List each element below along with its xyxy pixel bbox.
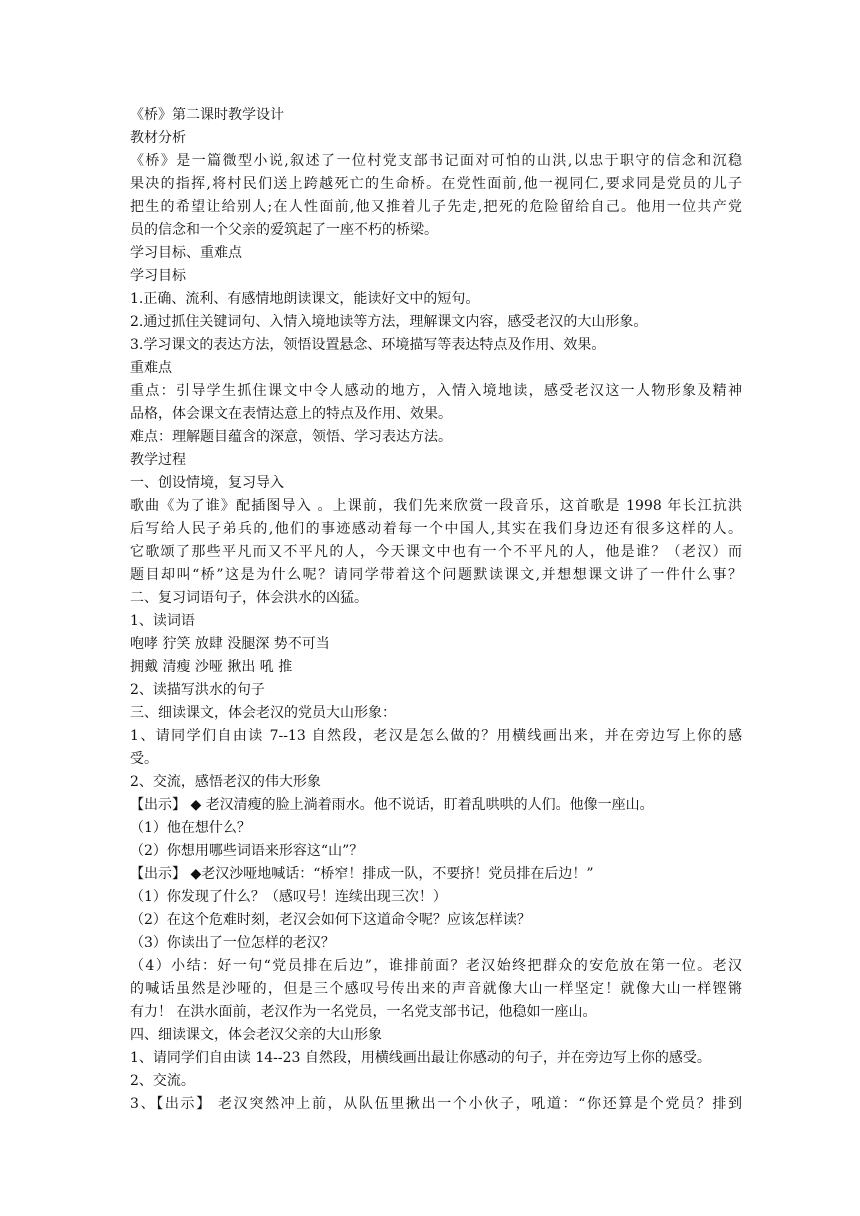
text-line: 员的信念和一个父亲的爱筑起了一座不朽的桥梁。 [130, 222, 438, 238]
text-line: 《桥》第二课时教学设计 [130, 107, 284, 123]
text-line: （3）你读出了一位怎样的老汉？ [130, 935, 335, 951]
text-line: 教学过程 [130, 452, 186, 468]
text-line: 品格，体会课文在表情达意上的特点及作用、效果。 [130, 406, 452, 422]
text-line: 四、细读课文，体会老汉父亲的大山形象 [130, 1027, 382, 1043]
text-line: （4）小结：好一句“党员排在后边”，谁排前面？老汉始终把群众的安危放在第一位。老汉 [130, 958, 742, 974]
text-line: 2、交流。 [130, 1073, 195, 1089]
text-line: 【出示】 ◆老汉沙哑地喊话：“桥窄！排成一队，不要挤！党员排在后边！” [130, 866, 594, 882]
text-line: 学习目标 [130, 268, 186, 284]
text-line: 教材分析 [130, 130, 186, 146]
text-line: 有力！ 在洪水面前，老汉作为一名党员，一名党支部书记，他稳如一座山。 [130, 1004, 597, 1020]
text-line: （2）在这个危难时刻，老汉会如何下这道命令呢？应该怎样读？ [130, 912, 531, 928]
text-line: （1）你发现了什么？（感叹号！连续出现三次！） [130, 889, 447, 905]
text-line: 的喊话虽然是沙哑的，但是三个感叹号传出来的声音就像大山一样坚定！就像大山一样铿锵 [130, 981, 742, 997]
text-line: 重难点 [130, 360, 172, 376]
text-line: 1、请同学们自由读 14--23 自然段，用横线画出最让你感动的句子，并在旁边写上你的感受。 [130, 1050, 711, 1066]
text-line: 3.学习课文的表达方法，领悟设置悬念、环境描写等表达特点及作用、效果。 [130, 337, 606, 353]
text-line: 题目却叫“桥”这是为什么呢？请同学带着这个问题默读课文,并想想课文讲了一件什么事？ [130, 567, 742, 583]
text-line: 【出示】 ◆ 老汉清瘦的脸上淌着雨水。他不说话，盯着乱哄哄的人们。他像一座山。 [130, 797, 654, 813]
text-line: 二、复习词语句子，体会洪水的凶猛。 [130, 590, 368, 606]
text-line: 一、创设情境，复习导入 [130, 475, 284, 491]
text-line: 受。 [130, 751, 158, 767]
text-line: 学习目标、重难点 [130, 245, 242, 261]
text-line: 三、细读课文，体会老汉的党员大山形象： [130, 705, 396, 721]
text-line: 2、交流，感悟老汉的伟大形象 [130, 774, 321, 790]
text-line: （2）你想用哪些词语来形容这“山”？ [130, 843, 364, 859]
text-line: 咆哮 狞笑 放肆 没腿深 势不可当 [130, 636, 330, 652]
text-line: 1、请同学们自由读 7--13 自然段，老汉是怎么做的？用横线画出来，并在旁边写上你的感 [130, 728, 742, 744]
text-line: 果决的指挥,将村民们送上跨越死亡的生命桥。在党性面前,他一视同仁,要求同是党员的儿子 [130, 176, 742, 192]
text-line: 1、读词语 [130, 613, 195, 629]
text-line: 后写给人民子弟兵的,他们的事迹感动着每一个中国人,其实在我们身边还有很多这样的人。 [130, 521, 742, 537]
text-line: （1）他在想什么？ [130, 820, 251, 836]
text-line: 它歌颂了那些平凡而又不平凡的人，今天课文中也有一个不平凡的人，他是谁？（老汉）而 [130, 544, 742, 560]
text-line: 歌曲《为了谁》配插图导入 。上课前，我们先来欣赏一段音乐，这首歌是 1998 年长江抗洪 [130, 498, 742, 514]
text-line: 难点：理解题目蕴含的深意，领悟、学习表达方法。 [130, 429, 452, 445]
document-body [130, 104, 742, 1116]
text-line: 3、【出示】 老汉突然冲上前，从队伍里揪出一个小伙子，吼道：“你还算是个党员？排到 [130, 1096, 742, 1112]
text-line: 2、读描写洪水的句子 [130, 682, 265, 698]
text-line: 把生的希望让给别人;在人性面前,他又推着儿子先走,把死的危险留给自己。他用一位共产党 [130, 199, 742, 215]
text-line: 重点：引导学生抓住课文中令人感动的地方，入情入境地读，感受老汉这一人物形象及精神 [130, 383, 742, 399]
text-line: 2.通过抓住关键词句、入情入境地读等方法，理解课文内容，感受老汉的大山形象。 [130, 314, 648, 330]
text-line: 《桥》是一篇微型小说,叙述了一位村党支部书记面对可怕的山洪,以忠于职守的信念和沉稳 [130, 153, 742, 169]
text-line: 拥戴 清瘦 沙哑 揪出 吼 推 [130, 659, 293, 675]
text-line: 1.正确、流利、有感情地朗读课文，能读好文中的短句。 [130, 291, 480, 307]
